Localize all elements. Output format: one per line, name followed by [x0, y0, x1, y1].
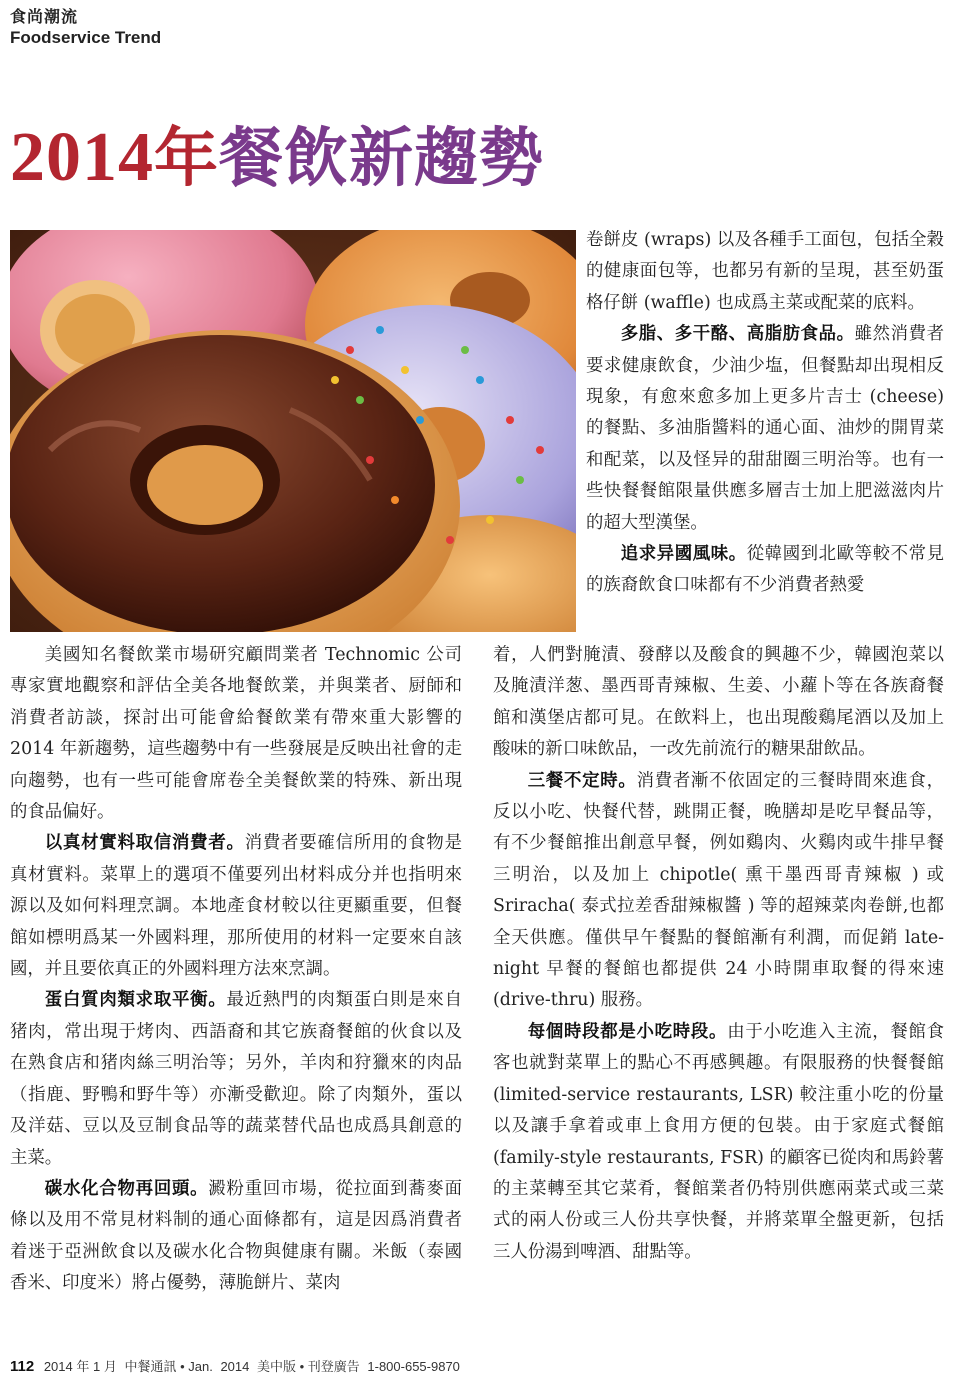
- paragraph-real-ingredients: [10, 828, 462, 985]
- paragraph-carbs-continued: 卷餅皮 (wraps) 以及各種手工面包，包括全穀的健康面包等，也都另有新的呈現，甚至奶蛋格仔餅 (waffle) 也成爲主菜或配菜的底料。: [586, 230, 944, 313]
- footer-date: 2014 年 1 月: [43, 1359, 117, 1374]
- heading-snacks: 每個時段都是小吃時段。: [527, 1021, 728, 1042]
- body-cheese: 雖然消費者要求健康飲食，少油少塩，但餐點却出現相反現象，有愈來愈多加上更多片吉士 (cheese) 的餐點、多油脂醬料的通心面、油炒的開胃菜和配菜，以及怪异的甜甜圈三明治等。也有一些快餐餐館限量供應多層吉士加上肥滋滋肉片的超大型漢堡。: [586, 324, 944, 533]
- body-exotic-lead: 從韓國到北歐等較不常見的族裔飲食口味都有不少消費者熱愛: [586, 544, 944, 596]
- article-title: [10, 118, 544, 198]
- paragraph-cheese: [586, 319, 944, 539]
- donuts-illustration: [10, 230, 576, 632]
- paragraph-meals: [493, 766, 944, 1017]
- article-column-right-bottom: [493, 640, 944, 1268]
- page-footer: [10, 1356, 464, 1375]
- paragraph-exotic-lead: [586, 539, 944, 602]
- section-label-english: Foodservice Trend: [10, 28, 162, 47]
- footer-year: 2014: [220, 1359, 250, 1374]
- heading-meals: 三餐不定時。: [527, 770, 637, 791]
- paragraph-snacks: [493, 1017, 944, 1268]
- paragraph-protein: [10, 985, 462, 1173]
- body-real-ingredients: 消費者要確信所用的食物是真材實料。菜單上的選項不僅要列出材料成分并也指明來源以及如何料理烹調。本地產食材較以往更顯重要，但餐館如標明爲某一外國料理，那所使用的材料一定要來自該國，并且要依真正的外國料理方法來烹調。: [10, 833, 462, 980]
- heading-cheese: 多脂、多干酪、高脂肪食品。: [620, 324, 855, 345]
- footer-phone: 1-800-655-9870: [367, 1359, 460, 1374]
- heading-exotic: 追求异國風味。: [620, 544, 747, 565]
- heading-real-ingredients: 以真材實料取信消費者。: [44, 833, 245, 854]
- body-carbs: 澱粉重回市場，從拉面到蕎麥面條以及用不常見材料制的通心面條都有，這是因爲消費者着迷于亞洲飲食以及碳水化合物與健康有關。米飯（泰國香米、印度米）將占優勢，薄脆餅片、菜肉: [10, 1178, 462, 1294]
- page-number: 112: [10, 1358, 35, 1375]
- body-meals: 消費者漸不依固定的三餐時間來進食，反以小吃、快餐代替，跳開正餐，晚膳却是吃早餐品等，有不少餐館推出創意早餐，例如鷄肉、火鷄肉或牛排早餐三明治，以及加上 chipotle( 熏干墨西哥青辣椒 ) 或 Sriracha( 泰式拉差香甜辣椒醬 ) 等的超辣菜肉卷餅,也都全天供應。僅供早午餐點的餐館漸有利潤，而促銷 late-night 早餐的餐館也都提供 24 小時開車取餐的得來速 (drive-thru) 服務。: [493, 770, 944, 1011]
- article-column-left: [10, 640, 462, 1300]
- footer-edition: 美中版 • 刊登廣告: [256, 1359, 360, 1374]
- heading-carbs: 碳水化合物再回頭。: [44, 1178, 209, 1199]
- footer-publication: 中餐通訊 • Jan.: [124, 1359, 213, 1374]
- paragraph-exotic-continued: 着，人們對腌漬、發酵以及酸食的興趣不少，韓國泡菜以及腌漬洋葱、墨西哥青辣椒、生姜、小蘿卜等在各族裔餐館和漢堡店都可見。在飲料上，也出現酸鷄尾酒以及加上酸味的新口味飲品，一改先前流行的糖果甜飲品。: [493, 645, 944, 760]
- section-label-chinese: 食尚潮流: [10, 7, 79, 26]
- paragraph-carbs: [10, 1174, 462, 1300]
- donuts-illustration-svg: [10, 230, 576, 632]
- paragraph-intro: 美國知名餐飲業市場研究顧問業者 Technomic 公司專家實地觀察和評估全美各地餐飲業，并與業者、厨師和消費者訪談，探討出可能會給餐飲業有帶來重大影響的 2014 年新趨勢，這些趨勢中有一些發展是反映出社會的走向趨勢，也有一些可能會席卷全美餐飲業的特殊、新出現的食品偏好。: [10, 645, 462, 823]
- title-year: 2014: [10, 119, 154, 196]
- body-snacks: 由于小吃進入主流，餐館食客也就對菜單上的點心不再感興趣。有限服務的快餐餐館 (limited-service restaurants, LSR) 較注重小吃的份量以及讓手拿着或車上食用方便的包裝。由于家庭式餐館 (family-style restaurants, FSR) 的顧客已從肉和馬鈴薯的主菜轉至其它菜肴，餐館業者仍特別供應兩菜式或三菜式的兩人份或三人份共享快餐，并將菜單全盤更新，包括三人份湯到啤酒、甜點等。: [493, 1021, 944, 1262]
- title-main: 餐飲新趨勢: [219, 121, 544, 196]
- article-column-right-top: [586, 225, 944, 602]
- title-year-char: 年: [154, 121, 219, 196]
- heading-protein: 蛋白質肉類求取平衡。: [44, 990, 227, 1011]
- body-protein: 最近熱門的肉類蛋白則是來自猪肉，常出現于烤肉、西語裔和其它族裔餐館的伙食以及在熟食店和猪肉絲三明治等；另外，羊肉和狩獵來的肉品（指鹿、野鴨和野牛等）亦漸受歡迎。除了肉類外，蛋以及洋菇、豆以及豆制食品等的蔬菜替代品也成爲具創意的主菜。: [10, 990, 462, 1168]
